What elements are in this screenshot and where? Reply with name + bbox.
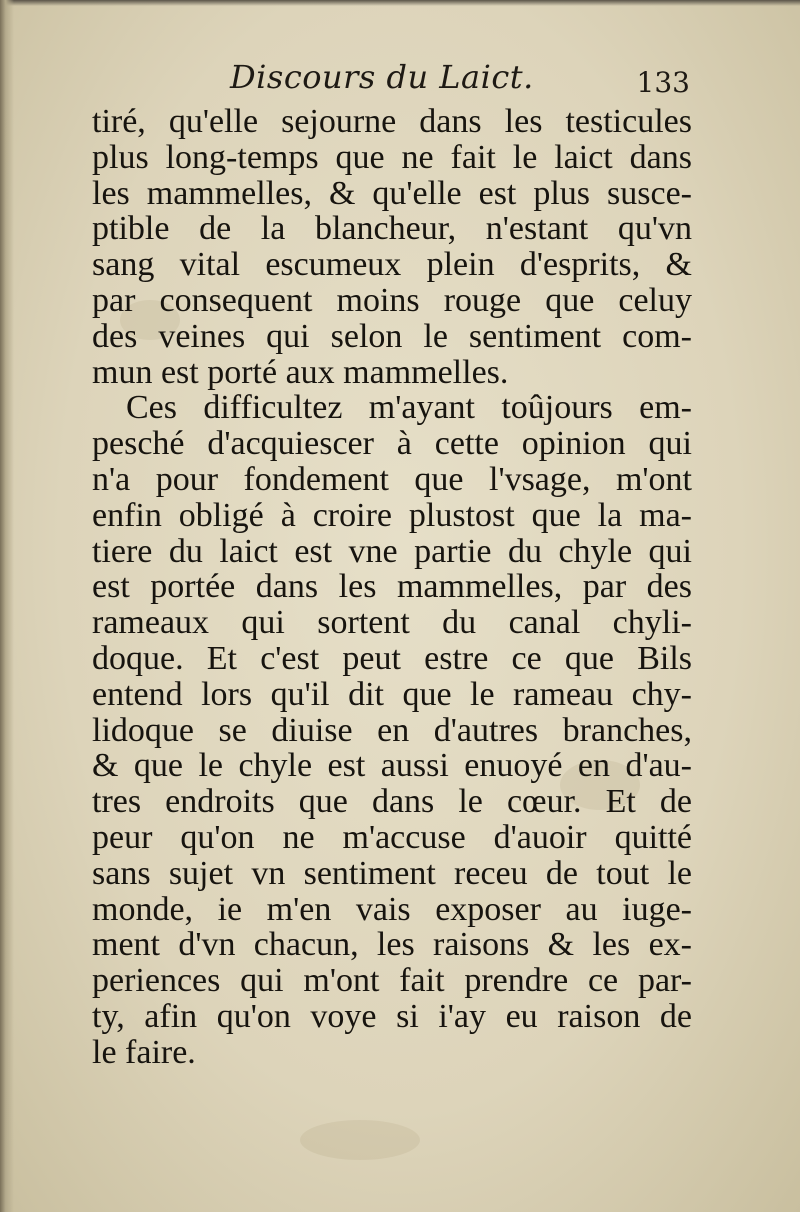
text-line: ty, afin qu'on voye si i'ay eu raison de bbox=[92, 998, 692, 1035]
text-line: entend lors qu'il dit que le rameau chy- bbox=[92, 676, 692, 713]
body-text bbox=[92, 104, 692, 1071]
running-title: Discours du Laict. bbox=[230, 58, 534, 96]
text-line: n'a pour fondement que l'vsage, m'ont bbox=[92, 461, 692, 498]
text-line: Ces difficultez m'ayant toûjours em- bbox=[126, 390, 692, 427]
text-line: & que le chyle est aussi enuoyé en d'au- bbox=[92, 748, 692, 785]
text-line: mun est porté aux mammelles. bbox=[92, 354, 509, 391]
paper-stain bbox=[300, 1120, 420, 1160]
text-line: pesché d'acquiescer à cette opinion qui bbox=[92, 426, 692, 462]
page-top-edge bbox=[0, 0, 800, 6]
text-line: rameaux qui sortent du canal chyli- bbox=[92, 605, 692, 641]
text-line: periences qui m'ont fait prendre ce par- bbox=[92, 963, 692, 999]
page-number: 133 bbox=[636, 66, 690, 99]
text-line: sans sujet vn sentiment receu de tout le bbox=[92, 855, 692, 892]
text-line: peur qu'on ne m'accuse d'auoir quitté bbox=[92, 819, 692, 856]
text-line: lidoque se diuise en d'autres branches, bbox=[92, 712, 692, 749]
text-line: doque. Et c'est peut estre ce que Bils bbox=[92, 640, 692, 677]
text-line: par consequent moins rouge que celuy bbox=[92, 282, 692, 319]
page-header bbox=[90, 58, 690, 98]
text-line: sang vital escumeux plein d'esprits, & bbox=[92, 247, 692, 283]
text-line: ptible de la blancheur, n'estant qu'vn bbox=[92, 211, 692, 248]
text-line: enfin obligé à croire plustost que la ma- bbox=[92, 497, 692, 534]
page-binding-edge bbox=[0, 0, 14, 1212]
text-line: les mammelles, & qu'elle est plus susce- bbox=[92, 175, 692, 212]
text-line: des veines qui selon le sentiment com- bbox=[92, 318, 692, 355]
text-line: tres endroits que dans le cœur. Et de bbox=[92, 784, 692, 820]
text-line: est portée dans les mammelles, par des bbox=[92, 569, 692, 606]
text-line: monde, ie m'en vais exposer au iuge- bbox=[92, 891, 692, 928]
text-line: plus long-temps que ne fait le laict dans bbox=[92, 139, 692, 176]
text-line: le faire. bbox=[92, 1034, 196, 1071]
text-line: tiere du laict est vne partie du chyle qui bbox=[92, 533, 692, 570]
text-line: tiré, qu'elle sejourne dans les testicules bbox=[92, 104, 692, 140]
text-line: ment d'vn chacun, les raisons & les ex- bbox=[92, 927, 692, 964]
